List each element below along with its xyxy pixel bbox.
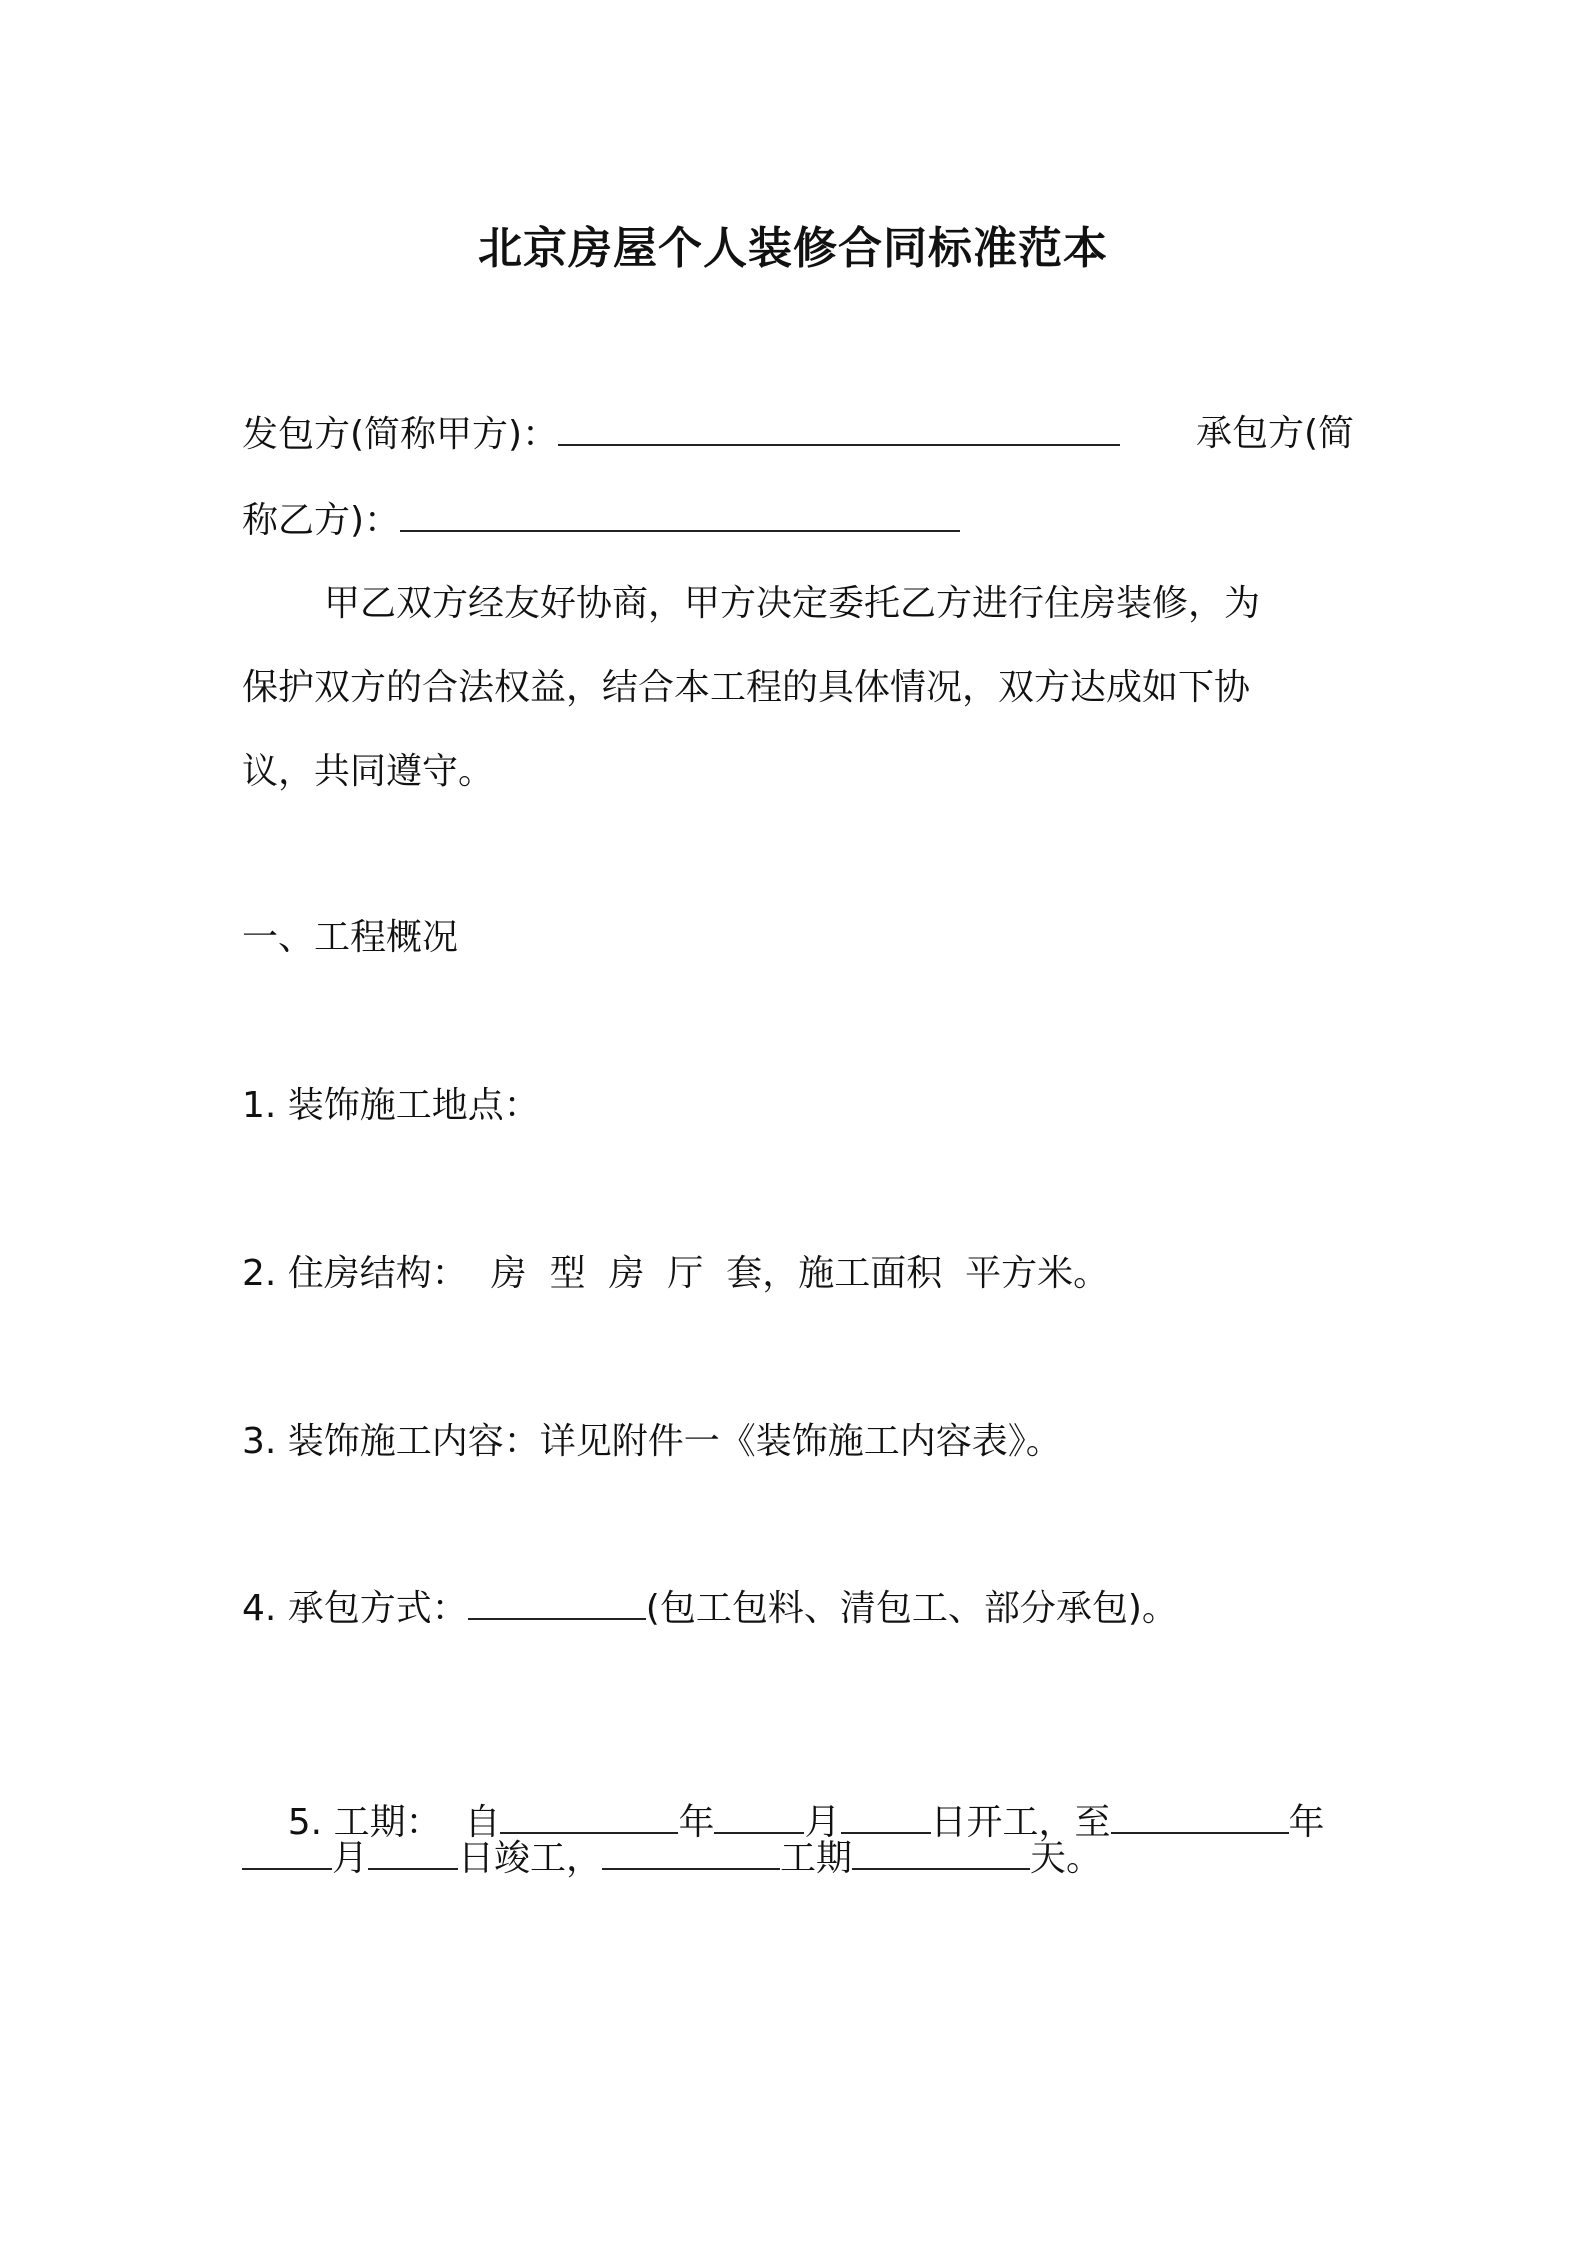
contract-type-blank: [468, 1584, 646, 1620]
item-5-year2-label: 年: [1288, 1802, 1325, 1843]
start-day-blank: [841, 1798, 931, 1834]
parties-line-1: [242, 410, 1354, 459]
party-a-group: [242, 410, 1120, 459]
item-5-prefix: 5. 工期： 自: [287, 1802, 501, 1843]
item-5-end-label: 日竣工，: [458, 1838, 603, 1879]
item-4: [242, 1584, 1178, 1633]
item-1: 1. 装饰施工地点：: [242, 1085, 540, 1126]
item-5-start-label: 日开工，至: [930, 1802, 1111, 1843]
party-a-label: 发包方(简称甲方)：: [242, 414, 559, 455]
party-b-label-end: 称乙方)：: [242, 500, 401, 541]
preamble-line-2: 保护双方的合法权益，结合本工程的具体情况，双方达成如下协: [242, 667, 1251, 708]
preamble-line-3: 议，共同遵守。: [242, 751, 495, 792]
party-a-blank: [558, 410, 1120, 446]
start-year-blank: [500, 1798, 678, 1834]
party-b-label-start: 承包方(简: [1195, 413, 1354, 454]
preamble-line-1: 甲乙双方经友好协商，甲方决定委托乙方进行住房装修，为: [324, 583, 1261, 624]
item-3: 3. 装饰施工内容：详见附件一《装饰施工内容表》。: [242, 1421, 1062, 1462]
parties-line-2: [242, 496, 960, 545]
item-5-period-label: 工期: [780, 1838, 853, 1879]
item-2: 2. 住房结构： 房 型 房 厅 套，施工面积 平方米。: [242, 1253, 1110, 1294]
item-4-suffix: (包工包料、清包工、部分承包)。: [645, 1588, 1178, 1629]
item-5-month-label: 月: [804, 1802, 841, 1843]
period-blank: [602, 1834, 780, 1870]
end-year-blank: [1111, 1798, 1289, 1834]
section-heading: 一、工程概况: [242, 917, 459, 958]
item-5-days-label: 天。: [1030, 1838, 1103, 1879]
party-b-blank: [400, 496, 960, 532]
end-day-blank: [368, 1834, 458, 1870]
item-5-year-label: 年: [678, 1802, 715, 1843]
start-month-blank: [714, 1798, 804, 1834]
item-5-month2-label: 月: [332, 1838, 369, 1879]
item-5-line-2: [242, 1834, 1102, 1883]
item-4-prefix: 4. 承包方式：: [242, 1588, 468, 1629]
end-month-blank: [242, 1834, 332, 1870]
days-blank: [852, 1834, 1030, 1870]
document-title: 北京房屋个人装修合同标准范本: [478, 223, 1108, 274]
